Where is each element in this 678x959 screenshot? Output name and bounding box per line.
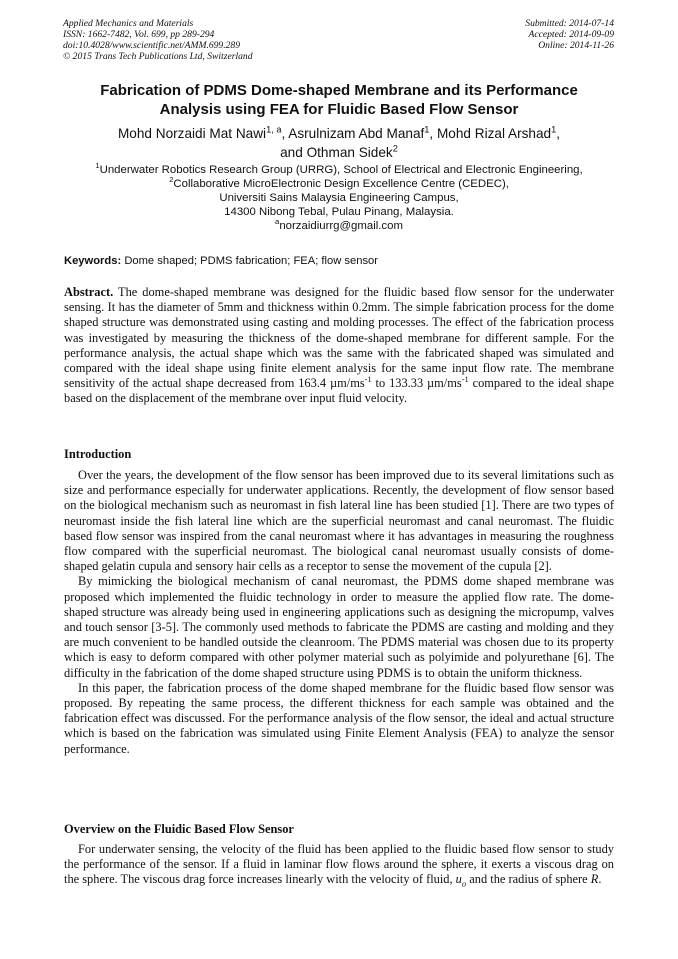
email-mark: a — [275, 217, 280, 227]
author-name: Mohd Norzaidi Mat Nawi — [117, 126, 267, 141]
affil-text: Collaborative MicroElectronic Design Excellence Centre (CEDEC), — [173, 178, 509, 190]
author-name: and Othman Sidek — [280, 145, 393, 160]
title-line-2: Analysis using FEA for Fluidic Based Flow Sensor — [159, 101, 519, 118]
affiliation-3: Universiti Sains Malaysia Engineering Campus, — [219, 192, 459, 204]
overview-body — [64, 842, 614, 892]
overview-heading: Overview on the Fluidic Based Flow Sensor — [64, 822, 294, 836]
abstract-label: Abstract. — [64, 285, 114, 299]
submitted-date: Submitted: 2014-07-14 — [525, 18, 614, 29]
author-email — [60, 219, 618, 233]
variable-subscript: o — [461, 878, 467, 889]
abstract-text: The dome-shaped membrane was designed for the fluidic based flow sensor for the underwater sensing. It has the diameter of 5mm and thickness within 0.2mm. The simple fabrication process for the dome shaped structure was demonstrated using casting and molding processes. The effect of the fabrication process was investigated by measuring the thickness of the dome-shaped membrane for different sample. For the performance analysis, the actual shape which was the same with the fabricated shaped was simulated and compared with the ideal shape using finite element analysis for the same input flow rate. The membrane sensitivity of the actual shape decreased from 163.4 µm/ms — [64, 285, 614, 391]
paragraph — [64, 842, 614, 892]
affiliation-2 — [60, 177, 618, 191]
keywords-label: Keywords: — [64, 255, 122, 267]
unit-exponent: -1 — [461, 374, 469, 385]
paragraph-text: and the radius of sphere — [466, 872, 591, 887]
affiliation-4: 14300 Nibong Tebal, Pulau Pinang, Malaysia. — [224, 206, 454, 218]
abstract-text: to 133.33 µm/ms — [371, 376, 462, 391]
paragraph-text: For underwater sensing, the velocity of the fluid has been applied to the fluidic based flow sensor to study the performance of the sensor. If a fluid in laminar flow flows around the sphere, it exerts a viscous drag on the sphere. The viscous drag force increases linearly with the velocity of fluid, — [64, 842, 614, 887]
keywords — [64, 254, 614, 268]
affil-mark: 2 — [169, 175, 174, 185]
accepted-date: Accepted: 2014-09-09 — [528, 29, 614, 40]
paragraph-text: . — [598, 872, 602, 887]
author-separator: , — [556, 126, 560, 141]
journal-name: Applied Mechanics and Materials — [63, 18, 194, 29]
author-affil-mark: 1 — [424, 124, 430, 135]
affil-mark: 1 — [95, 161, 100, 171]
author-line-2 — [60, 143, 618, 162]
online-date: Online: 2014-11-26 — [538, 40, 614, 51]
variable-r: R — [590, 872, 599, 887]
abstract — [64, 285, 614, 407]
email-text: norzaidiurrg@gmail.com — [279, 220, 403, 232]
paper-title — [60, 81, 618, 119]
doi-line: doi:10.4028/www.scientific.net/AMM.699.289 — [63, 40, 241, 51]
unit-exponent: -1 — [364, 374, 372, 385]
issn-line: ISSN: 1662-7482, Vol. 699, pp 289-294 — [63, 29, 215, 40]
keywords-text: Dome shaped; PDMS fabrication; FEA; flow sensor — [124, 255, 379, 267]
copyright-line: © 2015 Trans Tech Publications Ltd, Switzerland — [63, 51, 253, 62]
paragraph: Over the years, the development of the flow sensor has been improved due to its several limitations such as size and performance especially for underwater applications. Recently, the development of flow sensor based on the biological mechanism such as neuromast in fish lateral line has been studied [1]. There are two types of neuromast inside the fish lateral line which are the superficial neuromast and canal neuromast. The fluidic based flow sensor was inspired from the canal neuromast where it has advantages in measuring the roughness flow compared with the superficial neuromast. The biological canal neuromast usually consists of dome-shaped gelatin cupula and sensory hair cells as a receptor to sense the movement of the cupula [2]. — [64, 468, 614, 574]
introduction-heading: Introduction — [64, 447, 132, 461]
introduction-body — [64, 468, 614, 757]
paragraph: By mimicking the biological mechanism of canal neuromast, the PDMS dome shaped membrane was proposed which implemented the fluidic technology in order to measure the applied flow rate. The dome-shaped structure was already being used in engineering applications such as designing the micropump, valves and touch sensor [3-5]. The commonly used methods to fabricate the PDMS are casting and molding and they are much convenient to be handled outside the cleanroom. The PDMS material was chosen due to its property which is easy to deform compared with other polymer material such as polyimide and polyurethane [6]. The difficulty in the fabrication of the dome shaped structure using PDMS is to obtain the uniform thickness. — [64, 574, 614, 680]
abstract-text: compared to the ideal shape based on the displacement of the membrane over input fluid velocity. — [64, 376, 615, 406]
author-affil-mark: 1, a — [266, 124, 282, 135]
title-line-1: Fabrication of PDMS Dome-shaped Membrane and its Performance — [100, 82, 578, 99]
author-line-1 — [60, 124, 618, 143]
affil-text: Underwater Robotics Research Group (URRG), School of Electrical and Electronic Engineering, — [99, 164, 583, 176]
journal-header — [63, 18, 253, 62]
dates-header — [525, 18, 614, 51]
variable-u: u — [455, 872, 462, 887]
affiliation-1 — [60, 163, 618, 177]
author-name: , Mohd Rizal Arshad — [429, 126, 552, 141]
author-affil-mark: 1 — [551, 124, 557, 135]
affiliations — [60, 163, 618, 233]
author-list — [60, 124, 618, 162]
author-name: , Asrulnizam Abd Manaf — [281, 126, 425, 141]
author-affil-mark: 2 — [392, 143, 398, 154]
paragraph: In this paper, the fabrication process of the dome shaped membrane for the fluidic based flow sensor was proposed. By repeating the same process, the different thickness for each sample was obtained and the fabrication effect was discussed. For the performance analysis of the flow sensor, the ideal and actual structure which is based on the fabrication was simulated using Finite Element Analysis (FEA) to analyze the sensor performance. — [64, 680, 614, 756]
